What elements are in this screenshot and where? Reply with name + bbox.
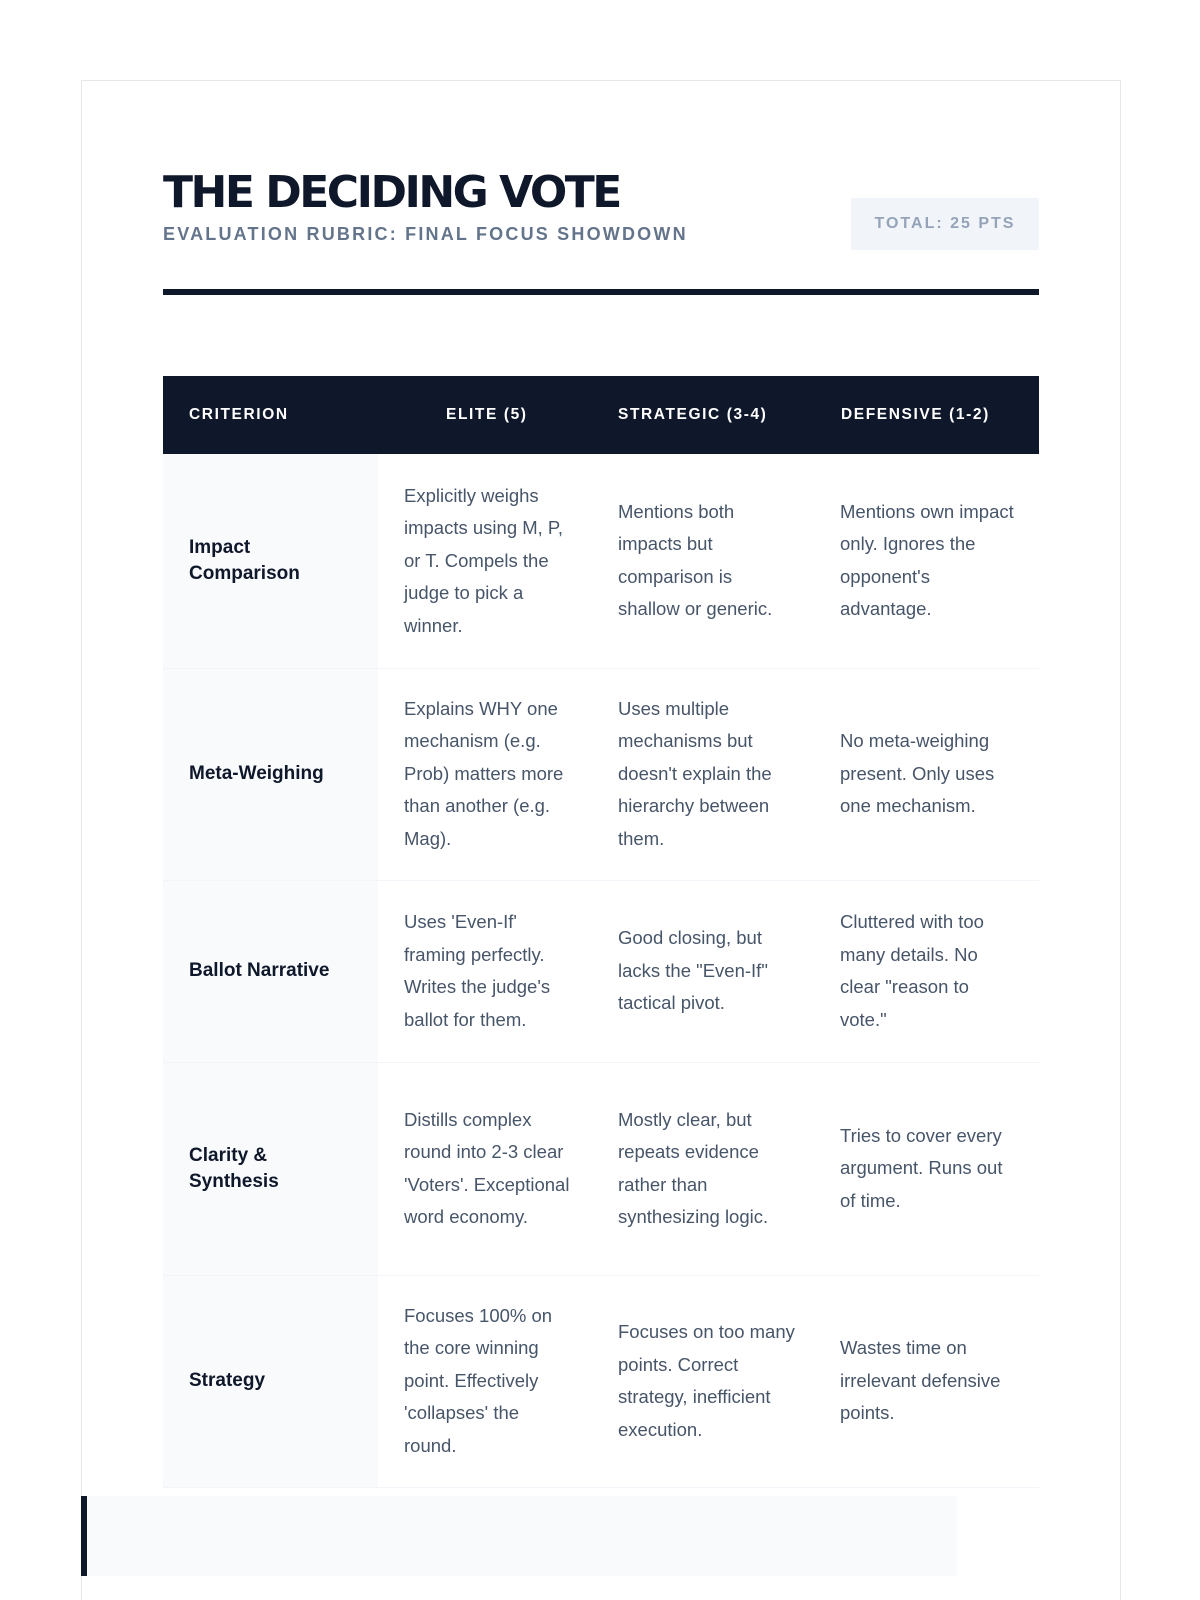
rubric-card <box>81 80 1121 1600</box>
footer-callout-box <box>81 1496 957 1576</box>
elite-cell: Explicitly weighs impacts using M, P, or T. Compels the judge to pick a winner. <box>378 454 596 668</box>
total-points-badge: TOTAL: 25 PTS <box>851 198 1039 250</box>
elite-cell: Distills complex round into 2-3 clear 'Voters'. Exceptional word economy. <box>378 1062 596 1275</box>
table-row <box>163 668 1039 880</box>
table-row <box>163 1275 1039 1487</box>
column-header-strategic: STRATEGIC (3-4) <box>596 376 818 454</box>
table-row <box>163 454 1039 668</box>
elite-cell: Uses 'Even-If' framing perfectly. Writes the judge's ballot for them. <box>378 880 596 1062</box>
strategic-cell: Focuses on too many points. Correct strategy, inefficient execution. <box>596 1275 818 1487</box>
strategic-cell: Mostly clear, but repeats evidence rather than synthesizing logic. <box>596 1062 818 1275</box>
criterion-cell: Clarity & Synthesis <box>163 1062 378 1275</box>
strategic-cell: Good closing, but lacks the "Even-If" tactical pivot. <box>596 880 818 1062</box>
column-header-elite: ELITE (5) <box>378 376 596 454</box>
criterion-cell: Meta-Weighing <box>163 668 378 880</box>
elite-cell: Explains WHY one mechanism (e.g. Prob) matters more than another (e.g. Mag). <box>378 668 596 880</box>
defensive-cell: No meta-weighing present. Only uses one mechanism. <box>818 668 1039 880</box>
elite-cell: Focuses 100% on the core winning point. Effectively 'collapses' the round. <box>378 1275 596 1487</box>
criterion-cell: Ballot Narrative <box>163 880 378 1062</box>
column-header-criterion: CRITERION <box>163 376 378 454</box>
defensive-cell: Mentions own impact only. Ignores the opponent's advantage. <box>818 454 1039 668</box>
defensive-cell: Tries to cover every argument. Runs out of time. <box>818 1062 1039 1275</box>
strategic-cell: Mentions both impacts but comparison is shallow or generic. <box>596 454 818 668</box>
page-title: THE DECIDING VOTE <box>163 167 620 218</box>
rubric-header <box>163 169 1039 289</box>
defensive-cell: Wastes time on irrelevant defensive points. <box>818 1275 1039 1487</box>
strategic-cell: Uses multiple mechanisms but doesn't explain the hierarchy between them. <box>596 668 818 880</box>
column-header-defensive: DEFENSIVE (1-2) <box>818 376 1039 454</box>
table-row <box>163 880 1039 1062</box>
table-row <box>163 1062 1039 1275</box>
header-divider <box>163 289 1039 295</box>
defensive-cell: Cluttered with too many details. No clear "reason to vote." <box>818 880 1039 1062</box>
criterion-cell: Strategy <box>163 1275 378 1487</box>
rubric-table <box>163 376 1039 1488</box>
page-subtitle: EVALUATION RUBRIC: FINAL FOCUS SHOWDOWN <box>163 224 688 244</box>
criterion-cell: Impact Comparison <box>163 454 378 668</box>
table-header-row <box>163 376 1039 454</box>
